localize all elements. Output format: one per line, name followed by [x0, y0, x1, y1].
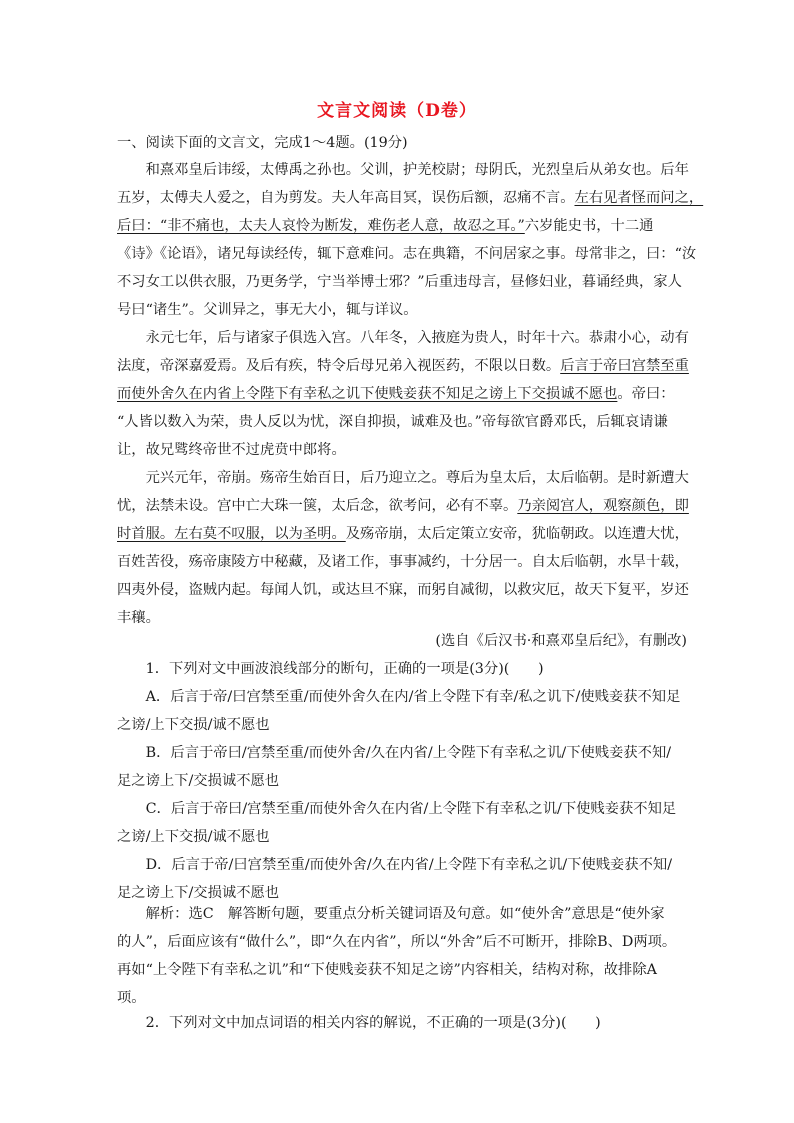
text-line	[117, 932, 687, 952]
text-segment: 足之谤上下/交损诚不愿也	[117, 773, 280, 789]
text-line	[117, 272, 687, 292]
underlined-passage: 后言于帝曰宫禁至重	[560, 358, 689, 374]
text-segment: B．后言于帝曰/宫禁至重/而使外舍/久在内省/上令陛下有幸私之讥/下使贱妾获不知/	[117, 745, 672, 761]
text-line	[117, 412, 687, 432]
text-segment: D．后言于帝/曰宫禁至重/而使外舍/久在内省/上令陛下有幸私之讥/下使贱妾获不知/	[117, 857, 673, 873]
text-line	[117, 188, 704, 208]
text-segment: 的人”，后面应该有“做什么”，即“久在内省”，所以“外舍”后不可断开，排除B、D两项。	[117, 934, 677, 950]
text-line	[117, 771, 687, 791]
text-segment: “人皆以数入为荣，贵人反以为忧，深自抑损，诚难及也。”帝每欲官爵邓氏，后辄哀请谦	[117, 414, 668, 430]
text-segment: 1．下列对文中画波浪线部分的断句，正确的一项是(3分)( )	[117, 661, 544, 677]
text-segment: 解析：选C 解答断句题，要重点分析关键词语及句意。如“使外舍”意思是“使外家	[117, 906, 665, 922]
text-line	[117, 384, 687, 404]
text-segment: 及殇帝崩，太后定策立安帝，犹临朝政。以连遭大忧，	[345, 526, 689, 542]
text-line	[117, 799, 687, 819]
text-line	[117, 133, 687, 153]
text-line	[117, 855, 687, 875]
text-line	[117, 659, 687, 679]
text-line	[117, 608, 687, 628]
underlined-passage: 后曰：“非不痛也，太夫人哀怜为断发，难伤老人意，故忍之耳。”	[117, 218, 525, 234]
underlined-passage: 左右见者怪而问之，	[574, 190, 704, 206]
text-line	[117, 468, 687, 488]
text-segment: 五岁，太傅夫人爱之，自为剪发。夫人年高目冥，误伤后额，忍痛不言。	[117, 190, 575, 206]
text-segment: 元兴元年，帝崩。殇帝生始百日，后乃迎立之。尊后为皇太后，太后临朝。是时新遭大	[117, 470, 689, 486]
text-line	[117, 743, 687, 763]
text-segment: 永元七年，后与诸家子俱选入宫。八年冬，入掖庭为贵人，时年十六。恭肃小心，动有	[117, 330, 689, 346]
text-segment: 忧，法禁未设。宫中亡大珠一箧，太后念，欲考问，必有不辜。	[117, 498, 518, 514]
underlined-passage: 乃亲阅宫人，观察颜色，即	[517, 498, 689, 514]
text-line	[117, 552, 687, 572]
text-line	[117, 160, 687, 180]
text-segment: C．后言于帝曰/宫禁至重/而使外舍久在内省/上令陛下有幸私之讥/下使贱妾获不知足	[117, 801, 677, 817]
text-segment: 足之谤上下/交损诚不愿也	[117, 885, 280, 901]
text-segment: 。帝曰：	[617, 386, 675, 402]
text-line	[117, 827, 687, 847]
text-line	[117, 524, 687, 544]
text-segment: 丰穰。	[117, 610, 160, 626]
text-line	[117, 300, 687, 320]
text-segment: A．后言于帝/曰宫禁至重/而使外舍久在内/省上令陛下有幸/私之讥下/使贱妾获不知足	[117, 689, 681, 705]
text-line	[117, 244, 697, 264]
text-line	[117, 440, 687, 460]
text-segment: 之谤/上下交损/诚不愿也	[117, 717, 270, 733]
text-segment: (选自《后汉书·和熹邓皇后纪》，有删改)	[435, 633, 687, 649]
text-segment: 2．下列对文中加点词语的相关内容的解说，不正确的一项是(3分)( )	[117, 1015, 601, 1031]
underlined-passage: 而使外舍久在内省上令陛下有幸私之讥下使贱妾获不知足之谤上下交损诚不愿也	[117, 386, 618, 402]
text-segment: 让，故兄骘终帝世不过虎贲中郎将。	[117, 442, 346, 458]
text-line	[117, 715, 687, 735]
text-line	[117, 988, 687, 1008]
text-segment: 一、阅读下面的文言文，完成1～4题。(19分)	[117, 135, 408, 151]
text-line	[117, 580, 687, 600]
text-segment: 《诗》《论语》，诸兄每读经传，辄下意难问。志在典籍，不问居家之事。母常非之，曰：“汝	[117, 246, 697, 262]
text-segment: 项。	[117, 990, 146, 1006]
text-segment: 四夷外侵，盗贼内起。每闻人饥，或达旦不寐，而躬自减彻，以救灾厄，故天下复平，岁还	[117, 582, 689, 598]
underlined-passage: 时首服。左右莫不叹服，以为圣明。	[117, 526, 346, 542]
text-line	[117, 328, 687, 348]
text-line	[117, 883, 687, 903]
text-line	[117, 960, 687, 980]
text-line	[117, 904, 687, 924]
text-segment: 再如“上令陛下有幸私之讥”和“下使贱妾获不知足之谤”内容相关，结构对称，故排除A	[117, 962, 657, 978]
text-line	[117, 1013, 687, 1033]
text-segment: 法度，帝深嘉爱焉。及后有疾，特令后母兄弟入视医药，不限以日数。	[117, 358, 561, 374]
text-line	[117, 216, 687, 236]
text-segment: 不习女工以供衣服，乃更务学，宁当举博士邪？”后重违母言，昼修妇业，暮诵经典，家人	[117, 274, 682, 290]
text-line	[117, 496, 687, 516]
text-segment: 之谤/上下交损/诚不愿也	[117, 829, 270, 845]
text-segment: 六岁能史书，十二通	[524, 218, 654, 234]
text-segment: 号曰“诸生”。父训异之，事无大小，辄与详议。	[117, 302, 418, 318]
source-citation	[117, 631, 687, 651]
text-line	[117, 687, 687, 707]
text-segment: 和熹邓皇后讳绥，太傅禹之孙也。父训，护羌校尉；母阴氏，光烈皇后从弟女也。后年	[117, 162, 689, 178]
text-line	[117, 356, 687, 376]
document-title: 文言文阅读（D卷）	[317, 101, 477, 121]
text-segment: 百姓苦役，殇帝康陵方中秘藏，及诸工作，事事减约，十分居一。自太后临朝，水旱十载，	[117, 554, 689, 570]
